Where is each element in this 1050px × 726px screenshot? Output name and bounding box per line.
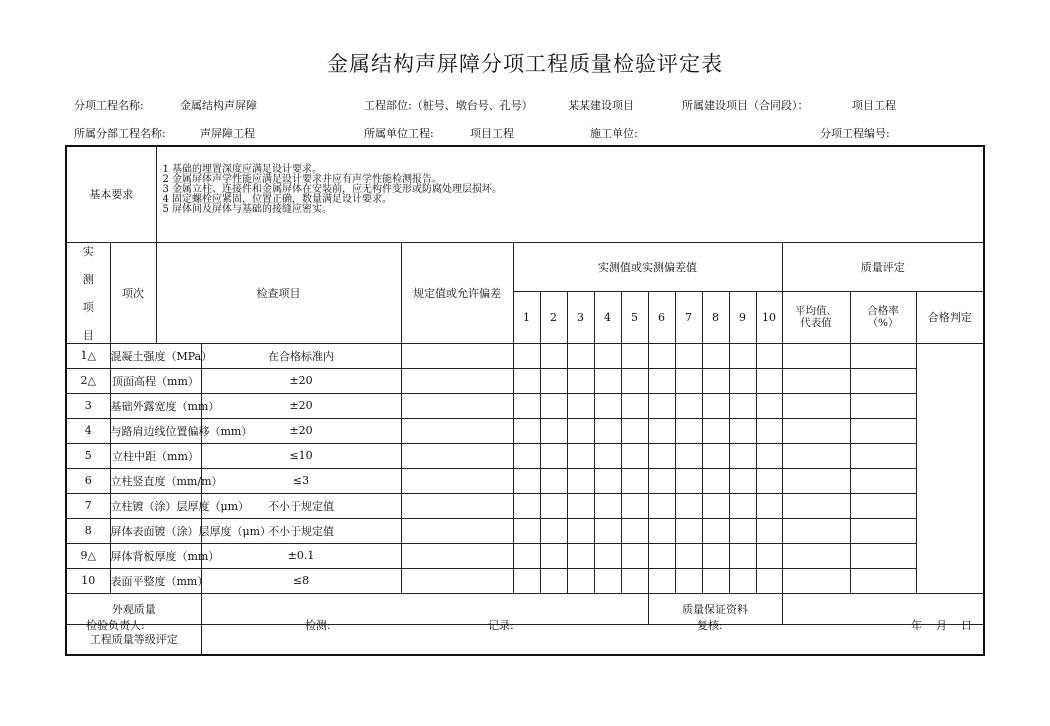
measure-col-header: 7 bbox=[675, 292, 702, 343]
spec-cell: ±20 bbox=[201, 368, 401, 393]
measured-value-cell[interactable] bbox=[401, 518, 513, 543]
measured-value-cell[interactable] bbox=[401, 468, 513, 493]
appearance-row bbox=[66, 593, 984, 624]
pass-rate-cell[interactable] bbox=[782, 568, 850, 593]
project-name-value: 金属结构声屏障 bbox=[180, 99, 257, 112]
measured-value-cell[interactable] bbox=[675, 343, 702, 368]
measured-value-cell[interactable] bbox=[702, 368, 729, 393]
measured-value-cell[interactable] bbox=[594, 518, 621, 543]
check-item-cell: 表面平整度（mm） bbox=[110, 568, 201, 593]
pass-rate-cell[interactable] bbox=[782, 343, 850, 368]
measured-value-cell[interactable] bbox=[594, 418, 621, 443]
appearance-value[interactable] bbox=[201, 593, 648, 624]
quality-evaluation-header: 质量评定 bbox=[782, 242, 984, 292]
judgement-header: 合格判定 bbox=[916, 292, 984, 343]
measured-value-cell[interactable] bbox=[675, 518, 702, 543]
requirement-line: 3 金属立柱、连接件和金属屏体在安装前，应无构件变形或防腐处理层损坏。 bbox=[162, 184, 503, 195]
measured-value-cell[interactable] bbox=[567, 443, 594, 468]
measured-value-cell[interactable] bbox=[594, 568, 621, 593]
spec-cell: ≤10 bbox=[201, 443, 401, 468]
item-no-cell: 9△ bbox=[66, 543, 110, 568]
page-title: 金属结构声屏障分项工程质量检验评定表 bbox=[327, 52, 723, 76]
project-name-label: 分项工程名称: bbox=[74, 99, 144, 112]
judgement-cell[interactable] bbox=[850, 368, 916, 393]
measured-value-cell[interactable] bbox=[621, 393, 648, 418]
measured-value-cell[interactable] bbox=[401, 493, 513, 518]
requirement-line: 5 屏体间及屏体与基础的接缝应密实。 bbox=[162, 204, 333, 215]
measured-value-cell[interactable] bbox=[513, 468, 540, 493]
measured-value-cell[interactable] bbox=[675, 368, 702, 393]
check-item-cell: 基础外露宽度（mm） bbox=[110, 393, 201, 418]
measure-col-header: 10 bbox=[756, 292, 782, 343]
measure-col-header: 5 bbox=[621, 292, 648, 343]
measured-values-header: 实测值或实测偏差值 bbox=[513, 242, 782, 292]
grade-row bbox=[66, 624, 984, 655]
measured-value-cell[interactable] bbox=[675, 418, 702, 443]
measured-value-cell[interactable] bbox=[648, 543, 675, 568]
average-cell[interactable] bbox=[756, 343, 782, 368]
measured-value-cell[interactable] bbox=[540, 568, 567, 593]
measured-value-cell[interactable] bbox=[594, 393, 621, 418]
pass-rate-cell[interactable] bbox=[782, 468, 850, 493]
measured-value-cell[interactable] bbox=[594, 543, 621, 568]
measured-value-cell[interactable] bbox=[513, 443, 540, 468]
construction-project-label: 所属建设项目（合同段）： bbox=[682, 99, 809, 112]
project-code-label: 分项工程编号: bbox=[820, 127, 890, 140]
check-item-cell: 屏体表面镀（涂）层厚度（μm） bbox=[110, 518, 201, 543]
measured-value-cell[interactable] bbox=[401, 343, 513, 368]
average-header-line: 平均值、 bbox=[795, 305, 837, 318]
basic-requirements-content bbox=[156, 146, 984, 242]
item-no-cell: 3 bbox=[66, 393, 110, 418]
measured-value-cell[interactable] bbox=[540, 418, 567, 443]
measured-value-cell[interactable] bbox=[401, 393, 513, 418]
item-no-cell: 10 bbox=[66, 568, 110, 593]
judgement-cell[interactable] bbox=[850, 493, 916, 518]
measured-value-cell[interactable] bbox=[513, 543, 540, 568]
measured-value-cell[interactable] bbox=[648, 418, 675, 443]
spec-cell: ±20 bbox=[201, 393, 401, 418]
average-cell[interactable] bbox=[756, 368, 782, 393]
constructor-label: 施工单位: bbox=[590, 127, 638, 140]
average-header-line: 代表值 bbox=[800, 317, 832, 330]
spec-cell: ≤8 bbox=[201, 568, 401, 593]
measured-value-cell[interactable] bbox=[401, 443, 513, 468]
measured-value-cell[interactable] bbox=[567, 493, 594, 518]
judgement-cell[interactable] bbox=[850, 568, 916, 593]
average-cell[interactable] bbox=[756, 443, 782, 468]
measured-value-cell[interactable] bbox=[401, 568, 513, 593]
measured-value-cell[interactable] bbox=[621, 493, 648, 518]
judgement-cell[interactable] bbox=[850, 393, 916, 418]
measured-value-cell[interactable] bbox=[702, 418, 729, 443]
measured-items-side-label bbox=[66, 242, 110, 343]
project-part-label: 工程部位:（桩号、墩台号、孔号） bbox=[364, 99, 533, 112]
review-label: 复核: bbox=[697, 619, 723, 632]
pass-rate-cell[interactable] bbox=[782, 518, 850, 543]
measured-value-cell[interactable] bbox=[675, 393, 702, 418]
spec-cell: ±20 bbox=[201, 418, 401, 443]
measure-col-header: 1 bbox=[513, 292, 540, 343]
appearance-label: 外观质量 bbox=[66, 593, 201, 624]
side-char: 项 bbox=[82, 300, 94, 314]
side-char: 测 bbox=[82, 272, 94, 286]
measured-value-cell[interactable] bbox=[675, 543, 702, 568]
measured-value-cell[interactable] bbox=[540, 468, 567, 493]
measured-value-cell[interactable] bbox=[729, 393, 756, 418]
measured-value-cell[interactable] bbox=[594, 368, 621, 393]
average-cell[interactable] bbox=[756, 493, 782, 518]
measured-value-cell[interactable] bbox=[401, 368, 513, 393]
measured-value-cell[interactable] bbox=[729, 468, 756, 493]
sub-project-value: 声屏障工程 bbox=[200, 127, 255, 140]
measured-value-cell[interactable] bbox=[675, 443, 702, 468]
pass-rate-cell[interactable] bbox=[782, 418, 850, 443]
requirement-line: 2 金属屏体声学性能应满足设计要求并应有声学性能检测报告。 bbox=[162, 174, 443, 185]
pass-rate-header-line: （%） bbox=[867, 317, 899, 330]
average-cell[interactable] bbox=[756, 518, 782, 543]
measured-value-cell[interactable] bbox=[621, 418, 648, 443]
item-no-cell: 8 bbox=[66, 518, 110, 543]
table-row bbox=[66, 418, 984, 443]
measured-value-cell[interactable] bbox=[594, 468, 621, 493]
measured-value-cell[interactable] bbox=[594, 343, 621, 368]
measured-value-cell[interactable] bbox=[621, 343, 648, 368]
spec-cell: ±0.1 bbox=[201, 543, 401, 568]
spec-cell: 不小于规定值 bbox=[201, 518, 401, 543]
check-item-cell: 屏体背板厚度（mm） bbox=[110, 543, 201, 568]
pass-rate-cell[interactable] bbox=[782, 543, 850, 568]
measured-value-cell[interactable] bbox=[513, 343, 540, 368]
measured-value-cell[interactable] bbox=[540, 543, 567, 568]
table-row bbox=[66, 393, 984, 418]
measured-value-cell[interactable] bbox=[648, 568, 675, 593]
pass-rate-cell[interactable] bbox=[782, 493, 850, 518]
table-row bbox=[66, 443, 984, 468]
measure-col-header: 9 bbox=[729, 292, 756, 343]
measured-value-cell[interactable] bbox=[621, 543, 648, 568]
measured-value-cell[interactable] bbox=[513, 518, 540, 543]
construction-project-value: 项目工程 bbox=[852, 99, 896, 112]
unit-project-label: 所属单位工程: bbox=[364, 127, 434, 140]
measured-value-cell[interactable] bbox=[729, 443, 756, 468]
measured-value-cell[interactable] bbox=[729, 418, 756, 443]
average-cell[interactable] bbox=[756, 543, 782, 568]
measured-value-cell[interactable] bbox=[648, 343, 675, 368]
test-label: 检测: bbox=[305, 619, 331, 632]
judgement-cell[interactable] bbox=[850, 443, 916, 468]
measured-value-cell[interactable] bbox=[594, 493, 621, 518]
measured-value-cell[interactable] bbox=[675, 493, 702, 518]
measured-value-cell[interactable] bbox=[540, 368, 567, 393]
measured-value-cell[interactable] bbox=[567, 418, 594, 443]
measured-value-cell[interactable] bbox=[621, 443, 648, 468]
measured-value-cell[interactable] bbox=[729, 568, 756, 593]
measured-value-cell[interactable] bbox=[675, 468, 702, 493]
measured-value-cell[interactable] bbox=[648, 493, 675, 518]
pass-rate-cell[interactable] bbox=[782, 368, 850, 393]
average-cell[interactable] bbox=[756, 393, 782, 418]
measured-value-cell[interactable] bbox=[513, 493, 540, 518]
judgement-cell[interactable] bbox=[850, 418, 916, 443]
measure-col-header: 8 bbox=[702, 292, 729, 343]
measured-value-cell[interactable] bbox=[621, 568, 648, 593]
date-label: 年 月 日 bbox=[911, 619, 972, 632]
average-header bbox=[782, 292, 850, 343]
requirement-line: 1 基础的埋置深度应满足设计要求。 bbox=[162, 164, 323, 175]
measured-value-cell[interactable] bbox=[702, 393, 729, 418]
measured-value-cell[interactable] bbox=[567, 343, 594, 368]
spec-cell: 在合格标准内 bbox=[201, 343, 401, 368]
table-row bbox=[66, 343, 984, 368]
unit-project-value: 项目工程 bbox=[470, 127, 514, 140]
measured-value-cell[interactable] bbox=[567, 468, 594, 493]
check-item-cell: 与路肩边线位置偏移（mm） bbox=[110, 418, 201, 443]
inspection-table bbox=[65, 145, 985, 656]
measure-col-header: 2 bbox=[540, 292, 567, 343]
judgement-cell[interactable] bbox=[850, 468, 916, 493]
average-cell[interactable] bbox=[756, 418, 782, 443]
check-item-cell: 立柱竖直度（mm/m） bbox=[110, 468, 201, 493]
measured-value-cell[interactable] bbox=[567, 393, 594, 418]
measured-value-cell[interactable] bbox=[648, 443, 675, 468]
quality-assurance-label: 质量保证资料 bbox=[648, 593, 782, 624]
table-row bbox=[66, 543, 984, 568]
measured-value-cell[interactable] bbox=[729, 343, 756, 368]
measured-value-cell[interactable] bbox=[540, 518, 567, 543]
measured-value-cell[interactable] bbox=[621, 368, 648, 393]
measured-value-cell[interactable] bbox=[621, 518, 648, 543]
measure-col-header: 4 bbox=[594, 292, 621, 343]
measured-value-cell[interactable] bbox=[401, 543, 513, 568]
measure-col-header: 3 bbox=[567, 292, 594, 343]
measured-value-cell[interactable] bbox=[648, 518, 675, 543]
inspector-label: 检验负责人: bbox=[86, 619, 145, 632]
item-no-cell: 6 bbox=[66, 468, 110, 493]
pass-rate-header bbox=[850, 292, 916, 343]
pass-rate-cell[interactable] bbox=[782, 393, 850, 418]
measured-value-cell[interactable] bbox=[729, 493, 756, 518]
measured-value-cell[interactable] bbox=[540, 443, 567, 468]
measured-value-cell[interactable] bbox=[729, 518, 756, 543]
measured-value-cell[interactable] bbox=[540, 493, 567, 518]
measured-value-cell[interactable] bbox=[729, 368, 756, 393]
check-item-cell: 立柱镀（涂）层厚度（μm） bbox=[110, 493, 201, 518]
measured-value-cell[interactable] bbox=[702, 568, 729, 593]
sub-project-label: 所属分部工程名称: bbox=[74, 127, 166, 140]
measured-value-cell[interactable] bbox=[540, 343, 567, 368]
average-cell[interactable] bbox=[756, 568, 782, 593]
table-row bbox=[66, 568, 984, 593]
project-part-value: 某某建设项目 bbox=[568, 99, 634, 112]
pass-rate-cell[interactable] bbox=[782, 443, 850, 468]
measured-value-cell[interactable] bbox=[702, 343, 729, 368]
measured-value-cell[interactable] bbox=[621, 468, 648, 493]
item-no-cell: 1△ bbox=[66, 343, 110, 368]
measured-value-cell[interactable] bbox=[648, 393, 675, 418]
spec-cell: ≤3 bbox=[201, 468, 401, 493]
measured-value-cell[interactable] bbox=[729, 543, 756, 568]
item-no-header: 项次 bbox=[110, 242, 156, 343]
measured-value-cell[interactable] bbox=[540, 393, 567, 418]
table-row bbox=[66, 468, 984, 493]
measured-value-cell[interactable] bbox=[594, 443, 621, 468]
side-char: 目 bbox=[82, 328, 94, 342]
item-no-cell: 4 bbox=[66, 418, 110, 443]
average-cell[interactable] bbox=[756, 468, 782, 493]
measured-value-cell[interactable] bbox=[401, 418, 513, 443]
side-char: 实 bbox=[82, 244, 94, 258]
measured-value-cell[interactable] bbox=[567, 568, 594, 593]
table-row bbox=[66, 368, 984, 393]
check-item-cell: 顶面高程（mm） bbox=[110, 368, 201, 393]
judgement-cell[interactable] bbox=[850, 343, 916, 368]
measured-value-cell[interactable] bbox=[513, 418, 540, 443]
requirement-line: 4 固定螺栓应紧固，位置正确，数量满足设计要求。 bbox=[162, 194, 393, 205]
grade-label: 工程质量等级评定 bbox=[66, 624, 201, 655]
check-item-cell: 立柱中距（mm） bbox=[110, 443, 201, 468]
pass-rate-header-line: 合格率 bbox=[867, 305, 899, 318]
measured-value-cell[interactable] bbox=[702, 468, 729, 493]
item-no-cell: 7 bbox=[66, 493, 110, 518]
spec-header: 规定值或允许偏差 bbox=[401, 242, 513, 343]
measured-value-cell[interactable] bbox=[648, 468, 675, 493]
measured-value-cell[interactable] bbox=[675, 568, 702, 593]
check-item-header: 检查项目 bbox=[156, 242, 401, 343]
measured-value-cell[interactable] bbox=[702, 443, 729, 468]
item-no-cell: 5 bbox=[66, 443, 110, 468]
measured-value-cell[interactable] bbox=[513, 368, 540, 393]
measured-value-cell[interactable] bbox=[702, 493, 729, 518]
basic-requirements-label: 基本要求 bbox=[66, 146, 156, 242]
measured-value-cell[interactable] bbox=[567, 368, 594, 393]
measured-value-cell[interactable] bbox=[567, 543, 594, 568]
measure-col-header: 6 bbox=[648, 292, 675, 343]
measured-value-cell[interactable] bbox=[702, 518, 729, 543]
judgement-cell[interactable] bbox=[850, 518, 916, 543]
spec-cell: 不小于规定值 bbox=[201, 493, 401, 518]
measured-value-cell[interactable] bbox=[513, 393, 540, 418]
item-no-cell: 2△ bbox=[66, 368, 110, 393]
measured-value-cell[interactable] bbox=[702, 543, 729, 568]
check-item-cell: 混凝土强度（MPa） bbox=[110, 343, 201, 368]
table-row bbox=[66, 518, 984, 543]
judgement-cell[interactable] bbox=[850, 543, 916, 568]
table-row bbox=[66, 493, 984, 518]
measured-value-cell[interactable] bbox=[648, 368, 675, 393]
measured-value-cell[interactable] bbox=[513, 568, 540, 593]
record-label: 记录: bbox=[488, 619, 514, 632]
measured-value-cell[interactable] bbox=[567, 518, 594, 543]
